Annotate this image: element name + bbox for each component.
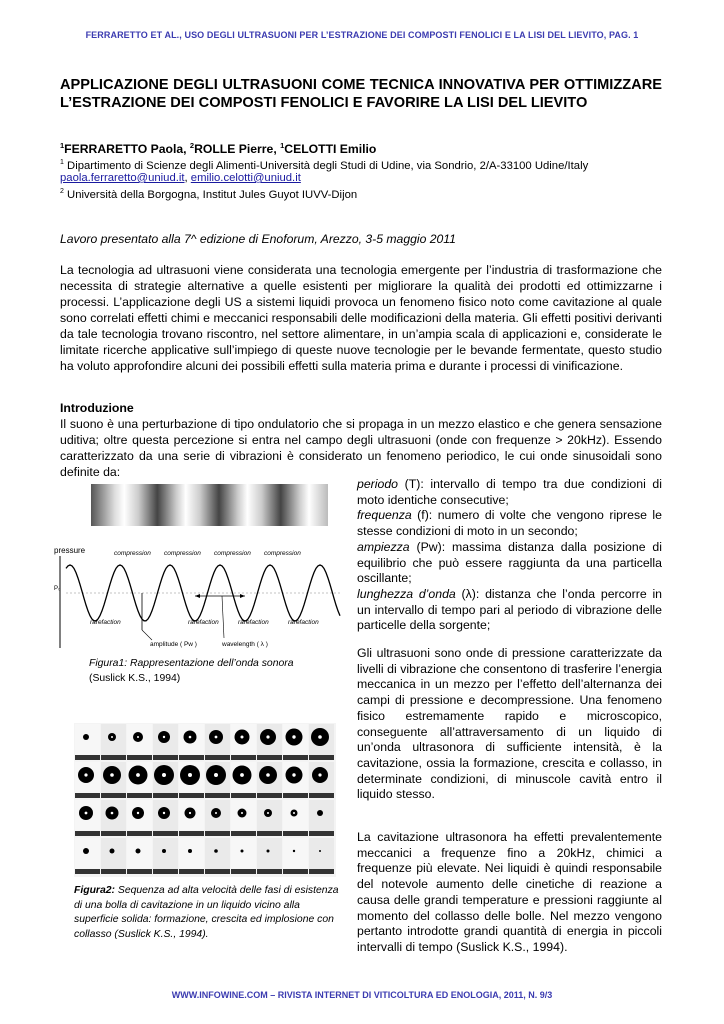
solid-surface <box>75 793 100 798</box>
email-link[interactable]: emilio.celotti@uniud.it <box>190 172 301 184</box>
solid-surface <box>101 831 126 836</box>
bubble-highlight <box>266 735 269 738</box>
bubble-highlight <box>241 812 243 814</box>
bubble-frame <box>101 724 126 760</box>
bubble-highlight <box>110 773 114 777</box>
bubble <box>110 849 115 854</box>
bubble <box>293 850 295 852</box>
solid-surface <box>127 755 152 760</box>
affiliation-1: $^1$ Dipartimento di Scienze degli Alimenti-Università degli Studi di Udine, via Sondrio, 2/A-33100 Udine/Italy <box>60 159 589 172</box>
bubble <box>136 849 141 854</box>
bubble-frame <box>179 838 204 874</box>
solid-surface <box>309 793 334 798</box>
solid-surface <box>205 869 230 874</box>
solid-surface <box>153 869 178 874</box>
solid-surface <box>257 869 282 874</box>
paragraph-pressione: Gli ultrasuoni sono onde di pressione caratterizzate da livelli di vibrazione che consentono di trasferire l’energia meccanica in un mezzo per l’effetto dell’alternanza dei campi di pressione e decompressione. Una fenomeno fisico estremamente rapido e microscopico, conseguente all’attraversamento di un liquido di un’onda ultrasonora di sufficiente intensità, è la cavitazione, ossia la formazione, crescita e collasso, in determinate condizioni, di minuscole cavità entro il liquido stesso. <box>357 646 662 802</box>
bubble-highlight <box>111 812 114 815</box>
email-link[interactable]: paola.ferraretto@uniud.it <box>60 172 185 184</box>
author: $^1$FERRARETTO Paola, <box>60 141 190 157</box>
solid-surface <box>101 755 126 760</box>
rarefaction-label: rarefaction <box>90 619 121 626</box>
solid-surface <box>179 831 204 836</box>
bubble-highlight <box>85 812 88 815</box>
bubble-frame <box>205 838 230 874</box>
bubble-highlight <box>189 812 191 814</box>
solid-surface <box>205 831 230 836</box>
bubble-highlight <box>318 773 321 776</box>
bubble <box>267 850 270 853</box>
bubble-highlight <box>292 773 295 776</box>
bubble-highlight <box>240 773 244 777</box>
bubble-frame <box>205 800 230 836</box>
bubble <box>317 810 323 816</box>
solid-surface <box>231 831 256 836</box>
definition-item: frequenza (f): numero di volte che vengono riprese le stesse condizioni di moto in un secondo; <box>357 508 662 539</box>
solid-surface <box>283 869 308 874</box>
bubble-frame <box>257 838 282 874</box>
solid-surface <box>283 793 308 798</box>
bubble-sequence-photo <box>74 723 336 877</box>
solid-surface <box>257 755 282 760</box>
presentation-note: Lavoro presentato alla 7^ edizione di Enoforum, Arezzo, 3-5 maggio 2011 <box>60 232 456 246</box>
bubble-highlight <box>266 773 270 777</box>
definition-item: ampiezza (Pw): massima distanza dalla posizione di equilibrio che può essere raggiunta da una particella oscillante; <box>357 539 662 586</box>
author-list <box>60 141 376 156</box>
amplitude-label: amplitude ( Pw ) <box>150 641 197 648</box>
bubble-frame <box>309 838 334 874</box>
figure2-caption: Figura2: Sequenza ad alta velocità delle fasi di esistenza di una bolla di cavitazione in un liquido vicino alla superficie solida: formazione, crescita ed implosione con collasso (Suslick K.S., 1994). <box>74 885 339 940</box>
bubble-highlight <box>162 773 166 777</box>
bubble-frame <box>283 800 308 836</box>
running-footer: WWW.INFOWINE.COM – RIVISTA INTERNET DI VITICOLTURA ED ENOLOGIA, 2011, N. 9/3 <box>171 990 553 1000</box>
bubble <box>241 850 244 853</box>
bubble-frame <box>75 724 100 760</box>
solid-surface <box>205 793 230 798</box>
bubble-frame <box>257 800 282 836</box>
sound-wave-figure <box>52 538 342 650</box>
compression-label: compression <box>164 550 201 557</box>
bubble <box>319 850 321 852</box>
definition-item: periodo (T): intervallo di tempo tra due condizioni di moto identiche consecutive; <box>357 477 662 507</box>
bubble-highlight <box>163 736 165 738</box>
bubble-frame <box>101 838 126 874</box>
bubble-highlight <box>188 773 192 777</box>
affiliation-2: $^2$ Università della Borgogna, Institut Jules Guyot IUVV-Dijon <box>60 188 358 201</box>
author: $^1$CELOTTI Emilio <box>280 141 377 157</box>
solid-surface <box>153 755 178 760</box>
solid-surface <box>127 869 152 874</box>
compression-label: compression <box>264 550 301 557</box>
solid-surface <box>283 755 308 760</box>
author: $^2$ROLLE Pierre, <box>189 141 281 157</box>
solid-surface <box>127 793 152 798</box>
bubble-highlight <box>215 736 218 739</box>
p0-label: P₀ <box>54 586 61 592</box>
solid-surface <box>179 869 204 874</box>
pressure-gradient-stripe <box>91 484 328 526</box>
solid-surface <box>257 793 282 798</box>
amplitude-leader <box>142 630 152 640</box>
solid-surface <box>257 831 282 836</box>
solid-surface <box>179 793 204 798</box>
rarefaction-label: rarefaction <box>288 619 319 626</box>
bubble <box>188 849 192 853</box>
pressure-axis-label: pressure <box>54 546 86 555</box>
solid-surface <box>309 869 334 874</box>
bubble-frame <box>231 838 256 874</box>
intro-paragraph: Il suono è una perturbazione di tipo ondulatorio che si propaga in un mezzo elastico e che genera sensazione uditiva; oltre questa percezione si entra nel campo degli ultrasuoni (onde con frequenze > 20kHz). Essendo caratterizzato da una serie di vibrazioni è considerato un fenomeno periodico, le cui onde sinusoidali sono definite da: <box>60 417 662 479</box>
bubble-highlight <box>215 812 217 814</box>
bubble-highlight <box>84 773 87 776</box>
bubble-highlight <box>137 812 139 814</box>
bubble-frame <box>309 800 334 836</box>
bubble-highlight <box>292 735 295 738</box>
compression-label: compression <box>114 550 151 557</box>
bubble-frame <box>75 838 100 874</box>
bubble-frame <box>231 800 256 836</box>
rarefaction-label: rarefaction <box>188 619 219 626</box>
solid-surface <box>231 755 256 760</box>
solid-surface <box>75 755 100 760</box>
abstract: La tecnologia ad ultrasuoni viene considerata una tecnologia emergente per l’industria di trasformazione che necessita di strategie alternative a quelle esistenti per migliorare la qualità dei prodotti ed ottimizzarne i processi. L’applicazione degli US a sistemi liquidi provoca un fenomeno fisico noto come cavitazione al quale sono correlati effetti chimi e meccanici responsabili delle modificazioni della materia. Gli effetti positivi derivanti da tale tecnologia trovano riscontro, nel settore alimentare, in un’ampia scala di applicazioni e, considerate le limitate ricerche applicative sull’impiego di queste nuove tecnologie per le bevande fermentate, questo studio ha voluto approfondire alcuni dei possibili effetti sulla materia prima e durante i processi di vinificazione. <box>60 263 662 373</box>
solid-surface <box>231 869 256 874</box>
bubble-highlight <box>189 736 192 739</box>
bubble <box>214 849 218 853</box>
bubble-highlight <box>137 736 139 738</box>
solid-surface <box>153 831 178 836</box>
bubble <box>83 734 89 740</box>
rarefaction-label: rarefaction <box>238 619 269 626</box>
running-header: FERRARETTO ET AL., USO DEGLI ULTRASUONI PER L’ESTRAZIONE DEI COMPOSTI FENOLICI E LA LISI DEL LIEVITO, PAG. 1 <box>85 30 639 40</box>
bubble <box>162 849 166 853</box>
bubble-grid <box>74 723 336 877</box>
bubble-highlight <box>267 812 269 814</box>
solid-surface <box>75 831 100 836</box>
bubble-highlight <box>111 736 113 738</box>
emails: paola.ferraretto@uniud.it, emilio.celotti@uniud.it <box>60 172 301 184</box>
bubble-highlight <box>214 773 218 777</box>
section-heading: Introduzione <box>60 401 134 415</box>
bubble-highlight <box>318 735 322 739</box>
solid-surface <box>153 793 178 798</box>
wavelength-leader <box>222 596 224 638</box>
solid-surface <box>101 869 126 874</box>
bubble-frame <box>127 724 152 760</box>
arrowhead <box>240 594 245 598</box>
solid-surface <box>283 831 308 836</box>
bubble-frame <box>283 838 308 874</box>
bubble-highlight <box>136 773 140 777</box>
paper-title: APPLICAZIONE DEGLI ULTRASUONI COME TECNICA INNOVATIVA PER OTTIMIZZARE L’ESTRAZIONE DEI COMPOSTI FENOLICI E FAVORIRE LA LISI DEL LIEVITO <box>60 77 662 111</box>
bubble-frame <box>127 838 152 874</box>
arrowhead <box>195 594 200 598</box>
bubble-frame <box>153 838 178 874</box>
definition-item: lunghezza d’onda (λ): distanza che l’onda percorre in un intervallo di tempo pari al periodo di vibrazione delle particelle della sorgente; <box>357 586 663 633</box>
bubble-highlight <box>241 736 244 739</box>
solid-surface <box>101 793 126 798</box>
solid-surface <box>75 869 100 874</box>
compression-label: compression <box>214 550 251 557</box>
figure1-caption: Figura1: Rappresentazione dell’onda sonora (Suslick K.S., 1994) <box>89 658 294 684</box>
definitions-list <box>357 477 662 634</box>
bubble-highlight <box>293 812 295 814</box>
solid-surface <box>127 831 152 836</box>
bubble-highlight <box>163 812 165 814</box>
solid-surface <box>205 755 230 760</box>
bubble <box>83 848 89 854</box>
solid-surface <box>231 793 256 798</box>
wavelength-label: wavelength ( λ ) <box>222 641 268 648</box>
solid-surface <box>309 755 334 760</box>
solid-surface <box>179 755 204 760</box>
paragraph-cavitazione: La cavitazione ultrasonora ha effetti prevalentemente meccanici a frequenze fino a 20kHz, chimici a frequenze più elevate. Nei liquidi è quindi responsabile del notevole aumento delle cinetiche di reazione a causa delle grandi temperature e pressioni raggiunte al momento del collasso delle bolle. Nel mezzo vengono pertanto introdotte grandi quantità di energia in piccoli intervalli di tempo (Suslick K.S., 1994). <box>357 830 662 954</box>
solid-surface <box>309 831 334 836</box>
